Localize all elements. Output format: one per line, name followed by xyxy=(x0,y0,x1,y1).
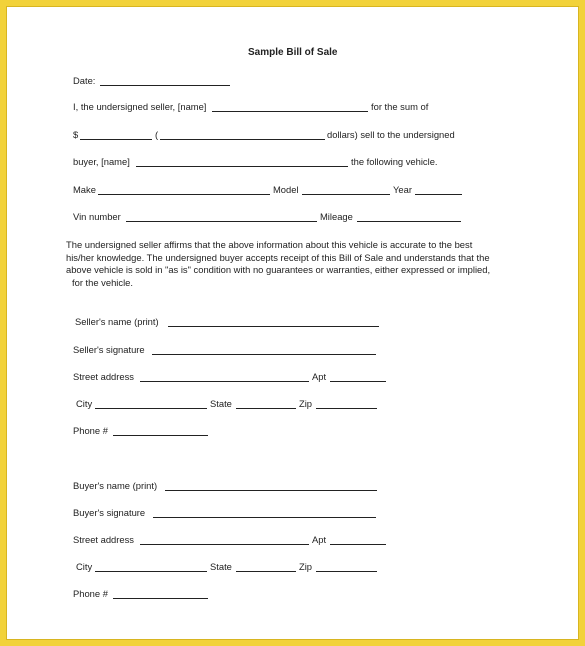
currency-symbol: $ xyxy=(73,129,79,140)
buyer-city-label: City xyxy=(76,561,93,572)
affirmation-line: his/her knowledge. The undersigned buyer accepts receipt of this Bill of Sale and understands that the xyxy=(66,251,490,263)
seller-signature-label: Seller's signature xyxy=(73,344,145,355)
buyer-state-label: State xyxy=(210,561,232,572)
affirmation-paragraph xyxy=(66,239,516,289)
seller-state-line[interactable] xyxy=(236,408,296,409)
seller-phone-label: Phone # xyxy=(73,425,108,436)
seller-street-label: Street address xyxy=(73,371,134,382)
seller-street-line[interactable] xyxy=(140,381,309,382)
seller-apt-line[interactable] xyxy=(330,381,386,382)
amount-line-suffix: dollars) sell to the undersigned xyxy=(327,129,455,140)
affirmation-line: for the vehicle. xyxy=(72,276,133,288)
seller-phone-line[interactable] xyxy=(113,435,208,436)
seller-signature-line[interactable] xyxy=(152,354,376,355)
amount-open-paren: ( xyxy=(155,129,159,140)
affirmation-line: above vehicle is sold in "as is" condition with no guarantees or warranties, either expressed or implied, xyxy=(66,264,491,276)
seller-zip-line[interactable] xyxy=(316,408,377,409)
buyer-line-suffix: the following vehicle. xyxy=(351,156,438,167)
seller-line-prefix: I, the undersigned seller, [name] xyxy=(73,101,207,112)
buyer-name-label: Buyer's name (print) xyxy=(73,480,158,491)
seller-city-line[interactable] xyxy=(95,408,207,409)
seller-state-label: State xyxy=(210,398,232,409)
buyer-zip-label: Zip xyxy=(299,561,313,572)
buyer-apt-label: Apt xyxy=(312,534,327,545)
buyer-print-name-line[interactable] xyxy=(165,490,377,491)
model-field-line[interactable] xyxy=(302,194,390,195)
buyer-phone-line[interactable] xyxy=(113,598,208,599)
buyer-city-line[interactable] xyxy=(95,571,207,572)
seller-apt-label: Apt xyxy=(312,371,327,382)
vin-field-line[interactable] xyxy=(126,221,317,222)
mileage-field-line[interactable] xyxy=(357,221,461,222)
year-label: Year xyxy=(393,184,412,195)
buyer-zip-line[interactable] xyxy=(316,571,377,572)
buyer-apt-line[interactable] xyxy=(330,544,386,545)
seller-name-line[interactable] xyxy=(212,111,368,112)
buyer-phone-label: Phone # xyxy=(73,588,108,599)
buyer-signature-line[interactable] xyxy=(153,517,376,518)
buyer-signature-label: Buyer's signature xyxy=(73,507,146,518)
date-field-line[interactable] xyxy=(100,85,230,86)
seller-city-label: City xyxy=(76,398,93,409)
seller-name-label: Seller's name (print) xyxy=(75,316,159,327)
affirmation-line: The undersigned seller affirms that the above information about this vehicle is accurate to the best xyxy=(66,239,473,250)
mileage-label: Mileage xyxy=(320,211,353,222)
seller-line-suffix: for the sum of xyxy=(371,101,429,112)
buyer-street-line[interactable] xyxy=(140,544,309,545)
year-field-line[interactable] xyxy=(415,194,462,195)
amount-words-line[interactable] xyxy=(160,139,325,140)
amount-number-line[interactable] xyxy=(80,139,152,140)
seller-zip-label: Zip xyxy=(299,398,313,409)
buyer-street-label: Street address xyxy=(73,534,134,545)
vin-label: Vin number xyxy=(73,211,121,222)
seller-print-name-line[interactable] xyxy=(168,326,379,327)
buyer-state-line[interactable] xyxy=(236,571,296,572)
document-title: Sample Bill of Sale xyxy=(248,47,338,58)
buyer-line-prefix: buyer, [name] xyxy=(73,156,130,167)
date-label: Date: xyxy=(73,75,96,86)
make-field-line[interactable] xyxy=(98,194,270,195)
model-label: Model xyxy=(273,184,299,195)
buyer-name-line[interactable] xyxy=(136,166,348,167)
make-label: Make xyxy=(73,184,96,195)
